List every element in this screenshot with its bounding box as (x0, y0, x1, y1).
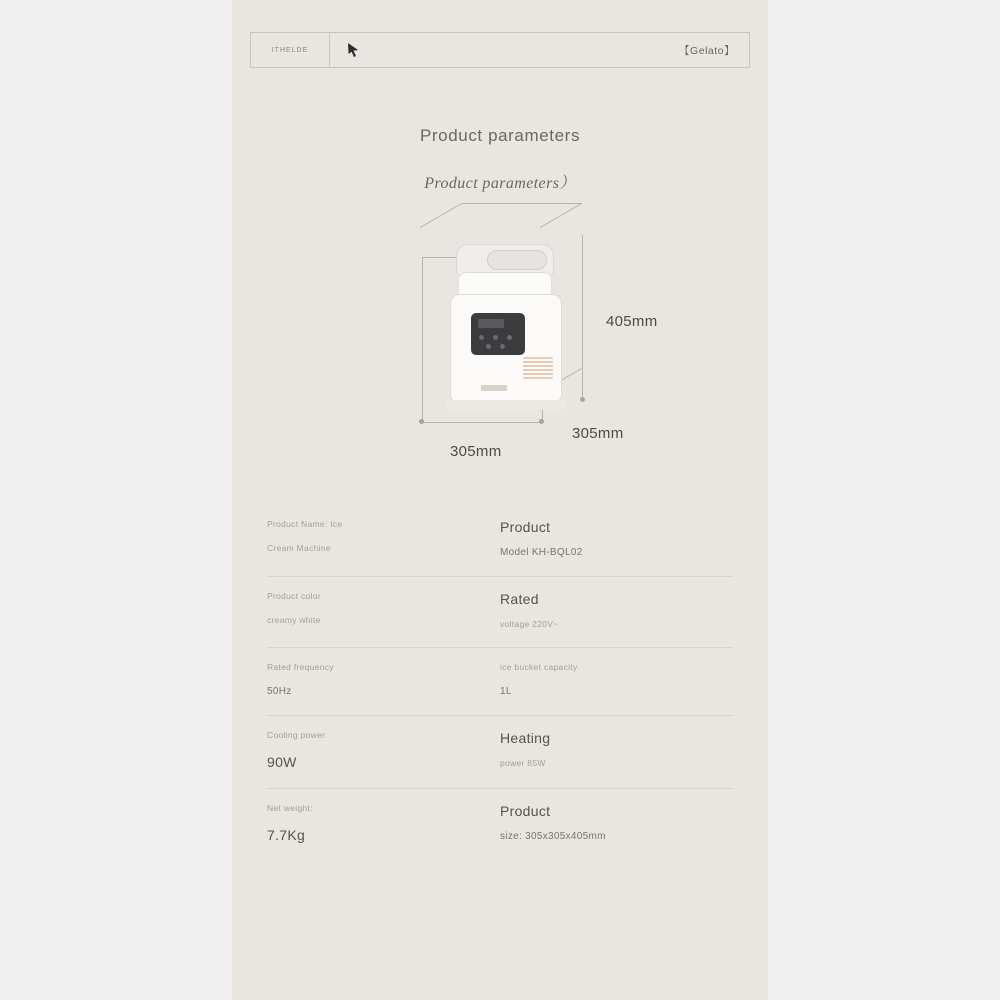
spec-value: voltage 220V~ (500, 619, 559, 629)
spec-value: Model KH-BQL02 (500, 547, 583, 558)
spec-key: Net weight: (267, 803, 313, 813)
spec-value: 50Hz (267, 686, 292, 697)
spec-cell-right (500, 803, 733, 843)
spec-value: size: 305x305x405mm (500, 831, 606, 842)
header-category-label: 【Gelato】 (679, 44, 735, 57)
spec-cell-left (267, 519, 500, 558)
spec-cell-right (500, 591, 733, 629)
page-header (250, 32, 750, 68)
product-spec-page (232, 0, 768, 1000)
table-row (267, 648, 733, 716)
table-row (267, 716, 733, 789)
spec-key: Product color (267, 591, 321, 601)
dimension-height-label: 405mm (606, 313, 658, 330)
spec-key: Rated (500, 591, 539, 607)
spec-value: Cream Machine (267, 543, 331, 553)
ice-cream-machine-illustration (440, 228, 570, 428)
spec-cell-left (267, 730, 500, 770)
spec-cell-left (267, 803, 500, 843)
dimension-depth-label: 305mm (572, 425, 624, 442)
spec-key: Heating (500, 730, 551, 746)
table-row (267, 789, 733, 861)
spec-value: 1L (500, 686, 512, 697)
cursor-arrow-icon (344, 41, 362, 59)
dimension-width-label: 305mm (450, 443, 502, 460)
spec-key: Cooling power (267, 730, 326, 740)
product-hero (232, 210, 768, 480)
spec-cell-right (500, 730, 733, 770)
spec-value: 90W (267, 754, 297, 770)
brand-label: ITHELDE (251, 33, 330, 67)
page-subtitle: Product parameters） (424, 175, 576, 192)
page-title: Product parameters (419, 126, 581, 145)
spec-cell-right (500, 519, 733, 558)
spec-key: Product (500, 519, 551, 535)
spec-key: Product Name: Ice (267, 519, 343, 529)
spec-value: 7.7Kg (267, 827, 306, 843)
table-row (267, 577, 733, 648)
spec-key: Rated frequency (267, 662, 334, 672)
spec-cell-right (500, 662, 733, 697)
table-row (267, 505, 733, 577)
spec-key: Product (500, 803, 551, 819)
spec-table (267, 505, 733, 861)
spec-value: creamy white (267, 615, 321, 625)
spec-key: ice bucket capacity (500, 662, 578, 672)
spec-cell-left (267, 662, 500, 697)
spec-cell-left (267, 591, 500, 629)
spec-value: power 85W (500, 758, 546, 768)
control-panel-illustration (471, 313, 525, 355)
